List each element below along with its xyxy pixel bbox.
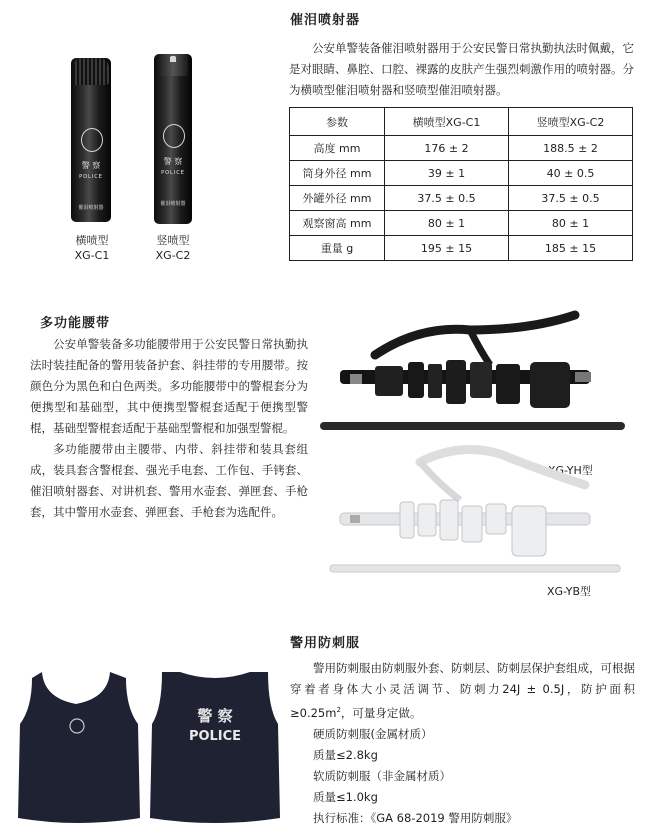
product1-model: XG-C1 <box>74 249 110 262</box>
vest-item: 软质防刺服（非金属材质） <box>313 768 451 783</box>
table-cell: 188.5 ± 2 <box>509 136 633 161</box>
police-emblem-icon <box>163 124 185 148</box>
canister-label: 警 察 <box>163 157 183 166</box>
table-cell: 80 ± 1 <box>509 211 633 236</box>
table-cell: 39 ± 1 <box>385 161 509 186</box>
belt-para-2: 多功能腰带由主腰带、内带、斜挂带和装具套组成，装具套含警棍套、强光手电套、工作包、手铐套、催泪喷射器套、对讲机套、警用水壶套、弹匣套、手枪套，其中警用水壶套、弹匣套、手枪套为选配件。 <box>30 442 308 519</box>
table-cell: 40 ± 0.5 <box>509 161 633 186</box>
table-row <box>290 186 633 211</box>
vest-item: 质量≤2.8kg <box>313 747 378 762</box>
vest-para-end: ，可量身定做。 <box>340 705 422 720</box>
table-cell: 外罐外径 mm <box>290 186 385 211</box>
table-cell: 195 ± 15 <box>385 236 509 261</box>
police-emblem-icon <box>81 128 103 152</box>
product2-caption <box>141 233 205 263</box>
table-row <box>290 136 633 161</box>
product1-caption <box>60 233 124 263</box>
canister-label-small: 催泪喷射器 <box>78 205 104 211</box>
table-row <box>290 161 633 186</box>
table-header-cell: 参数 <box>290 108 385 136</box>
product2-name: 竖喷型 <box>156 234 190 247</box>
canister-label-en: POLICE <box>161 170 185 176</box>
table-cell: 筒身外径 mm <box>290 161 385 186</box>
black-belt-image <box>320 300 630 440</box>
vest-para-area: 0.25m <box>299 705 337 720</box>
white-belt-model: XG-YB型 <box>547 585 591 598</box>
table-cell: 37.5 ± 0.5 <box>509 186 633 211</box>
black-belt-model: XG-YH型 <box>548 464 593 477</box>
spray-canister-horizontal <box>71 58 111 222</box>
table-cell: 重量 g <box>290 236 385 261</box>
vest-para <box>290 658 635 724</box>
vest-title: 警用防刺服 <box>290 636 361 651</box>
product1-name: 横喷型 <box>75 234 109 247</box>
table-cell: 高度 mm <box>290 136 385 161</box>
table-header-row <box>290 108 633 136</box>
table-cell: 185 ± 15 <box>509 236 633 261</box>
vest-description <box>290 658 635 829</box>
belt-description <box>30 334 308 523</box>
table-cell: 80 ± 1 <box>385 211 509 236</box>
spray-title: 催泪喷射器 <box>290 13 361 28</box>
canister-label-small: 催泪喷射器 <box>160 201 186 207</box>
table-header-cell: 竖喷型XG-C2 <box>509 108 633 136</box>
spec-table <box>289 107 633 261</box>
vest-item: 硬质防刺服(金属材质） <box>313 726 433 741</box>
product2-model: XG-C2 <box>155 249 191 262</box>
vest-label-cn: 警 察 <box>197 707 233 725</box>
vest-label-en: POLICE <box>188 729 242 744</box>
canister-label: 警 察 <box>81 161 101 170</box>
table-cell: 观察窗高 mm <box>290 211 385 236</box>
vest-item: 质量≤1.0kg <box>313 789 378 804</box>
vest-para-sup: 2 <box>336 706 341 714</box>
table-cell: 176 ± 2 <box>385 136 509 161</box>
spray-canister-vertical <box>154 54 192 224</box>
belt-para-1: 公安单警装备多功能腰带用于公安民警日常执勤执法时装挂配备的警用装备护套、斜挂带的专用腰带。按颜色分为黑色和白色两类。多功能腰带中的警棍套分为便携型和基础型，其中便携型警棍套适配于便携型警棍，基础型警棍套适配于基础型警棍和加强型警棍。 <box>30 337 308 435</box>
vest-para-text: 警用防刺服由防刺服外套、防刺层、防刺层保护套组成，可根据穿着者身体大小灵活调节、防刺力24J ± 0.5J，防护面积≥ <box>290 661 635 720</box>
table-row <box>290 236 633 261</box>
table-row <box>290 211 633 236</box>
belt-title: 多功能腰带 <box>40 316 111 331</box>
vest-front-image <box>14 668 144 828</box>
table-header-cell: 横喷型XG-C1 <box>385 108 509 136</box>
spray-description: 公安单警装备催泪喷射器用于公安民警日常执勤执法时佩戴，它是对眼睛、鼻腔、口腔、裸露的皮肤产生强烈刺激作用的喷射器。分为横喷型催泪喷射器和竖喷型催泪喷射器。 <box>289 41 634 97</box>
vest-back-image <box>146 668 284 828</box>
table-cell: 37.5 ± 0.5 <box>385 186 509 211</box>
vest-item: 执行标准：《GA 68-2019 警用防刺服》 <box>313 810 518 825</box>
white-belt-image <box>320 440 630 580</box>
canister-label-en: POLICE <box>79 174 103 180</box>
